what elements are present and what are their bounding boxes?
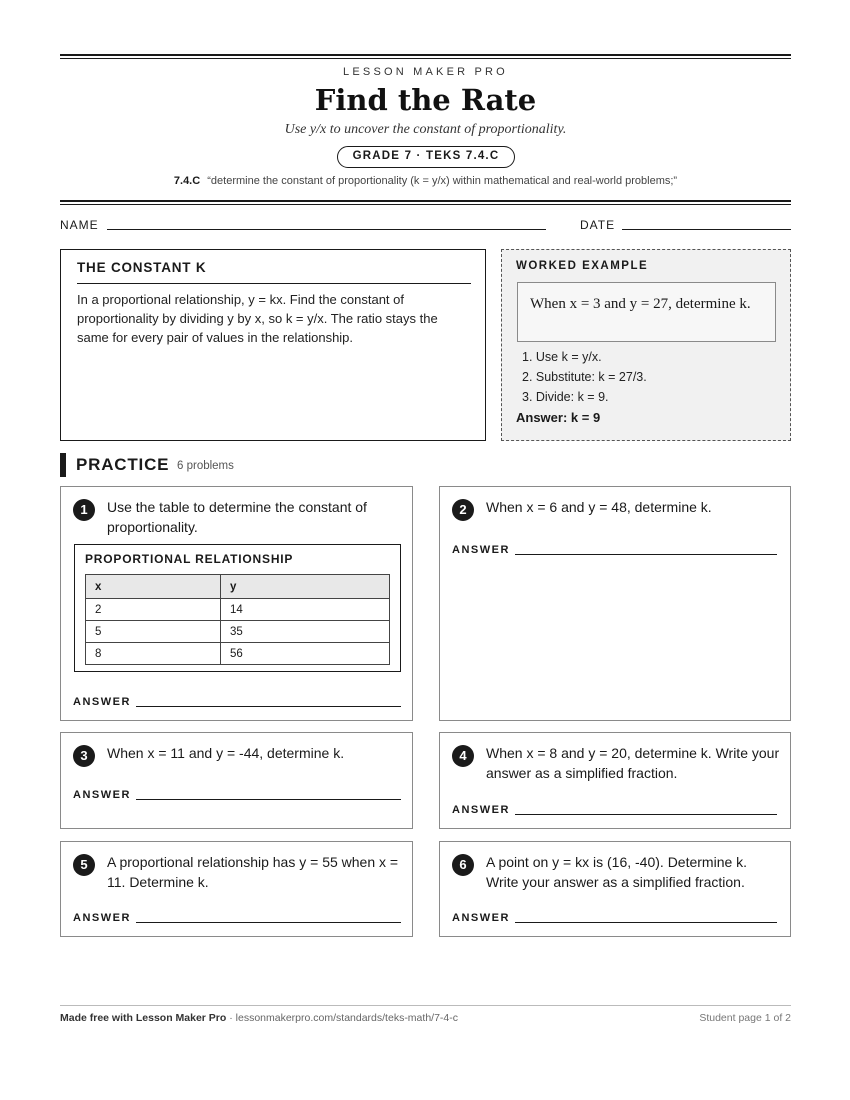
table-row	[86, 643, 390, 665]
problem-prompt: A point on y = kx is (16, -40). Determine k. Write your answer as a simplified fraction.	[486, 854, 748, 890]
footer-divider	[60, 1005, 791, 1006]
worked-example-step: 2. Substitute: k = 27/3.	[522, 370, 647, 384]
problem-prompt: A proportional relationship has y = 55 when x = 11. Determine k.	[107, 854, 399, 890]
brand-name: LESSON MAKER PRO	[343, 66, 508, 78]
proportional-table	[85, 574, 390, 665]
constant-k-box	[60, 249, 486, 441]
table-header-y: y	[221, 575, 390, 599]
problem-number-badge: 2	[452, 499, 474, 521]
problem-4	[439, 732, 791, 829]
table-title: PROPORTIONAL RELATIONSHIP	[85, 552, 294, 566]
answer-label: ANSWER	[452, 544, 510, 556]
concept-divider	[77, 283, 471, 284]
proportional-table-card	[74, 544, 401, 672]
answer-label: ANSWER	[73, 912, 131, 924]
problem-5	[60, 841, 413, 937]
answer-label: ANSWER	[73, 696, 131, 708]
problem-number-badge: 6	[452, 854, 474, 876]
answer-label: ANSWER	[452, 912, 510, 924]
worked-example-box	[501, 249, 791, 441]
answer-label: ANSWER	[73, 789, 131, 801]
worked-example-step: 1. Use k = y/x.	[522, 350, 602, 364]
practice-count: 6 problems	[177, 460, 234, 472]
page-title: Find the Rate	[314, 83, 537, 117]
worked-example-step: 3. Divide: k = 9.	[522, 390, 609, 404]
practice-accent-bar	[60, 453, 66, 477]
worked-example-answer: Answer: k = 9	[516, 410, 601, 425]
table-cell: 8	[86, 643, 221, 665]
problem-3	[60, 732, 413, 829]
answer-field[interactable]	[136, 922, 401, 923]
worked-example-steps	[522, 347, 647, 407]
worked-example-prompt: When x = 3 and y = 27, determine k.	[517, 282, 776, 342]
date-field[interactable]	[622, 229, 791, 230]
answer-field[interactable]	[515, 554, 777, 555]
answer-field[interactable]	[136, 799, 401, 800]
practice-heading: PRACTICE	[76, 455, 170, 474]
concept-title: THE CONSTANT K	[77, 260, 207, 275]
table-row	[86, 599, 390, 621]
problem-number-badge: 1	[73, 499, 95, 521]
table-cell: 35	[221, 621, 390, 643]
table-cell: 14	[221, 599, 390, 621]
footer-made-with: Made free with Lesson Maker Pro	[60, 1012, 227, 1024]
date-label: DATE	[580, 218, 616, 232]
grade-badge: GRADE 7 · TEKS 7.4.C	[337, 146, 515, 168]
footer-page-number: Student page 1 of 2	[699, 1012, 791, 1024]
concept-text: In a proportional relationship, y = kx. Find the constant of proportionality by dividing y by x, so k = y/x. The ratio stays the same for every pair of values in the relationship.	[77, 292, 438, 345]
standard-text: “determine the constant of proportionality (k = y/x) within mathematical and real-world problems;”	[207, 175, 678, 187]
worksheet-page	[60, 0, 791, 1100]
answer-field[interactable]	[515, 922, 777, 923]
worked-example-label: WORKED EXAMPLE	[516, 260, 649, 272]
name-label: NAME	[60, 218, 99, 232]
problem-prompt: When x = 8 and y = 20, determine k. Write your answer as a simplified fraction.	[486, 745, 780, 781]
problem-6	[439, 841, 791, 937]
problem-number-badge: 5	[73, 854, 95, 876]
problem-prompt: When x = 11 and y = -44, determine k.	[107, 745, 345, 761]
footer-separator: ·	[226, 1012, 236, 1024]
problem-2	[439, 486, 791, 721]
table-row	[86, 621, 390, 643]
problem-number-badge: 3	[73, 745, 95, 767]
table-header-x: x	[86, 575, 221, 599]
footer-url[interactable]: lessonmakerpro.com/standards/teks-math/7-4-c	[235, 1012, 458, 1024]
table-header-row	[86, 575, 390, 599]
answer-field[interactable]	[136, 706, 401, 707]
problem-prompt: When x = 6 and y = 48, determine k.	[486, 499, 712, 515]
header-bottom-rule	[60, 200, 791, 205]
answer-label: ANSWER	[452, 804, 510, 816]
table-cell: 5	[86, 621, 221, 643]
problem-prompt: Use the table to determine the constant of proportionality.	[107, 499, 367, 535]
table-cell: 2	[86, 599, 221, 621]
problem-1	[60, 486, 413, 721]
table-cell: 56	[221, 643, 390, 665]
problem-number-badge: 4	[452, 745, 474, 767]
standard-description	[60, 175, 791, 187]
header-top-rule	[60, 54, 791, 59]
standard-code: 7.4.C	[173, 175, 201, 187]
answer-field[interactable]	[515, 814, 777, 815]
page-subtitle: Use y/x to uncover the constant of proportionality.	[284, 122, 567, 137]
footer-credit	[60, 1012, 458, 1024]
name-field[interactable]	[107, 229, 546, 230]
